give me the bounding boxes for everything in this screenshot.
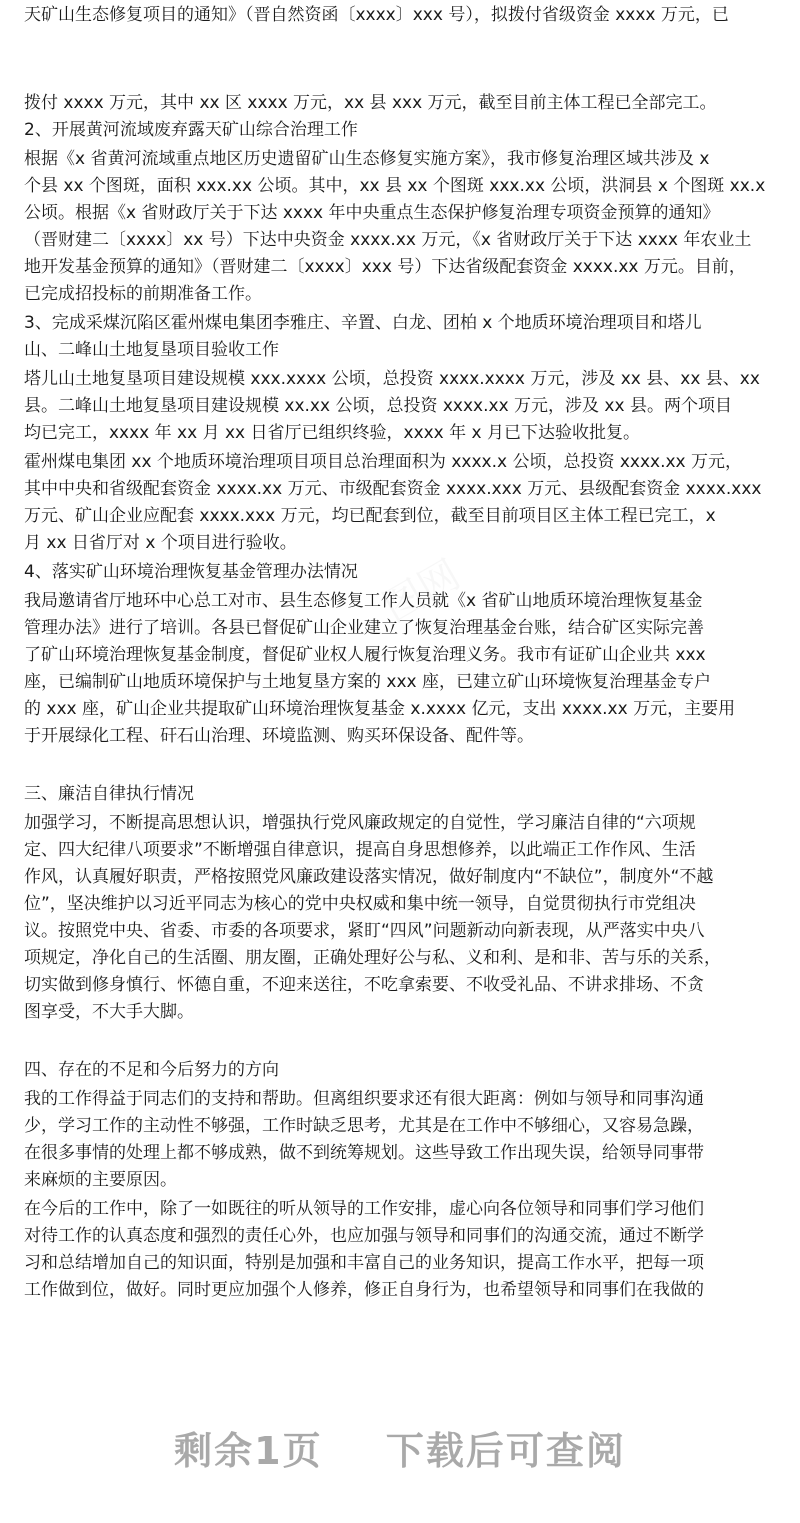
text-line: 3、完成采煤沉陷区霍州煤电集团李雅庄、辛置、白龙、团柏 x 个地质环境治理项目和塔儿: [24, 313, 702, 333]
text-line: 管理办法》进行了培训。各县已督促矿山企业建立了恢复治理基金台账，结合矿区实际完善: [24, 618, 704, 638]
text-line: 的 xxx 座，矿山企业共提取矿山环境治理恢复基金 x.xxxx 亿元，支出 xxxx.xx 万元，主要用: [24, 699, 736, 719]
text-line: 对待工作的认真态度和强烈的责任心外，也应加强与领导和同事们的沟通交流，通过不断学: [24, 1226, 704, 1246]
text-line: 三、廉洁自律执行情况: [24, 784, 194, 804]
text-line: 习和总结增加自己的知识面，特别是加强和丰富自己的业务知识，提高工作水平，把每一项: [24, 1253, 704, 1273]
text-line: 万元、矿山企业应配套 xxxx.xxx 万元，均已配套到位，截至目前项目区主体工程已完工，x: [24, 506, 716, 526]
text-line: 在很多事情的处理上都不够成熟，做不到统筹规划。这些导致工作出现失误，给领导同事带: [24, 1143, 704, 1163]
text-line: 切实做到修身慎行、怀德自重，不迎来送往，不吃拿索要、不收受礼品、不讲求排场、不贪: [24, 975, 704, 995]
text-line: 位”，坚决维护以习近平同志为核心的党中央权威和集中统一领导，自觉贯彻执行市党组决: [24, 894, 696, 914]
text-line: 议。按照党中央、省委、市委的各项要求，紧盯“四风”问题新动向新表现，从严落实中央八: [24, 921, 705, 941]
watermark: 图网: [375, 551, 468, 632]
text-line: 根据《x 省黄河流域重点地区历史遗留矿山生态修复实施方案》，我市修复治理区域共涉及 x: [24, 149, 710, 169]
remaining-pages-label: 剩余1页: [174, 1429, 323, 1473]
text-line: 加强学习，不断提高思想认识，增强执行党风廉政规定的自觉性，学习廉洁自律的“六项规: [24, 813, 696, 833]
text-line: 月 xx 日省厅对 x 个项目进行验收。: [24, 533, 297, 553]
text-line: 来麻烦的主要原因。: [24, 1170, 177, 1190]
text-line: 图享受，不大手大脚。: [24, 1002, 194, 1022]
text-line: 我的工作得益于同志们的支持和帮助。但离组织要求还有很大距离：例如与领导和同事沟通: [24, 1089, 704, 1109]
text-line: 个县 xx 个图斑，面积 xxx.xx 公顷。其中，xx 县 xx 个图斑 xxx.xx 公顷，洪洞县 x 个图斑 xx.x: [24, 176, 766, 196]
text-line: 霍州煤电集团 xx 个地质环境治理项目项目总治理面积为 xxxx.x 公顷，总投资 xxxx.xx 万元，: [24, 452, 743, 472]
text-line: 4、落实矿山环境治理恢复基金管理办法情况: [24, 562, 358, 582]
text-line: 少，学习工作的主动性不够强，工作时缺乏思考，尤其是在工作中不够细心，又容易急躁，: [24, 1116, 704, 1136]
text-line: 在今后的工作中，除了一如既往的听从领导的工作安排，虚心向各位领导和同事们学习他们: [24, 1199, 704, 1219]
text-line: 了矿山环境治理恢复基金制度，督促矿业权人履行恢复治理义务。我市有证矿山企业共 xxx: [24, 645, 706, 665]
text-line: 地开发基金预算的通知》（晋财建二〔xxxx〕xxx 号）下达省级配套资金 xxxx.xx 万元。目前，: [24, 257, 746, 277]
text-line: 座，已编制矿山地质环境保护与土地复垦方案的 xxx 座，已建立矿山环境恢复治理基金专户: [24, 672, 711, 692]
text-line: 项规定，净化自己的生活圈、朋友圈，正确处理好公与私、义和利、是和非、苦与乐的关系，: [24, 948, 721, 968]
text-line: 2、开展黄河流域废弃露天矿山综合治理工作: [24, 120, 358, 140]
text-line: 塔儿山土地复垦项目建设规模 xxx.xxxx 公顷，总投资 xxxx.xxxx 万元，涉及 xx 县、xx 县、xx: [24, 369, 760, 389]
text-line: 山、二峰山土地复垦项目验收工作: [24, 340, 279, 360]
text-line: 天矿山生态修复项目的通知》（晋自然资函〔xxxx〕xxx 号），拟拨付省级资金 xxxx 万元，已: [24, 5, 729, 25]
text-line: （晋财建二〔xxxx〕xx 号）下达中央资金 xxxx.xx 万元，《x 省财政厅关于下达 xxxx 年农业土: [24, 230, 752, 250]
text-line: 定、四大纪律八项要求”不断增强自律意识，提高自身思想修养，以此端正工作作风、生活: [24, 840, 696, 860]
text-line: 公顷。根据《x 省财政厅关于下达 xxxx 年中央重点生态保护修复治理专项资金预算的通知》: [24, 203, 720, 223]
text-line: 于开展绿化工程、矸石山治理、环境监测、购买环保设备、配件等。: [24, 726, 534, 746]
text-line: 作风，认真履好职责，严格按照党风廉政建设落实情况，做好制度内“不缺位”，制度外“不越: [24, 867, 714, 887]
text-line: 均已完工，xxxx 年 xx 月 xx 日省厅已组织终验，xxxx 年 x 月已下达验收批复。: [24, 423, 641, 443]
text-line: 拨付 xxxx 万元，其中 xx 区 xxxx 万元，xx 县 xxx 万元，截至目前主体工程已全部完工。: [24, 93, 717, 113]
text-line: 我局邀请省厅地环中心总工对市、县生态修复工作人员就《x 省矿山地质环境治理恢复基金: [24, 591, 703, 611]
text-line: 其中中央和省级配套资金 xxxx.xx 万元、市级配套资金 xxxx.xxx 万元、县级配套资金 xxxx.xxx: [24, 479, 762, 499]
text-line: 已完成招投标的前期准备工作。: [24, 284, 262, 304]
text-line: 四、存在的不足和今后努力的方向: [24, 1060, 279, 1080]
text-line: 县。二峰山土地复垦项目建设规模 xx.xx 公顷，总投资 xxxx.xx 万元，涉及 xx 县。两个项目: [24, 396, 732, 416]
download-prompt[interactable]: [0, 1420, 800, 1475]
text-line: 工作做到位，做好。同时更应加强个人修养，修正自身行为，也希望领导和同事们在我做的: [24, 1280, 704, 1300]
download-to-view-label: 下载后可查阅: [385, 1429, 626, 1473]
